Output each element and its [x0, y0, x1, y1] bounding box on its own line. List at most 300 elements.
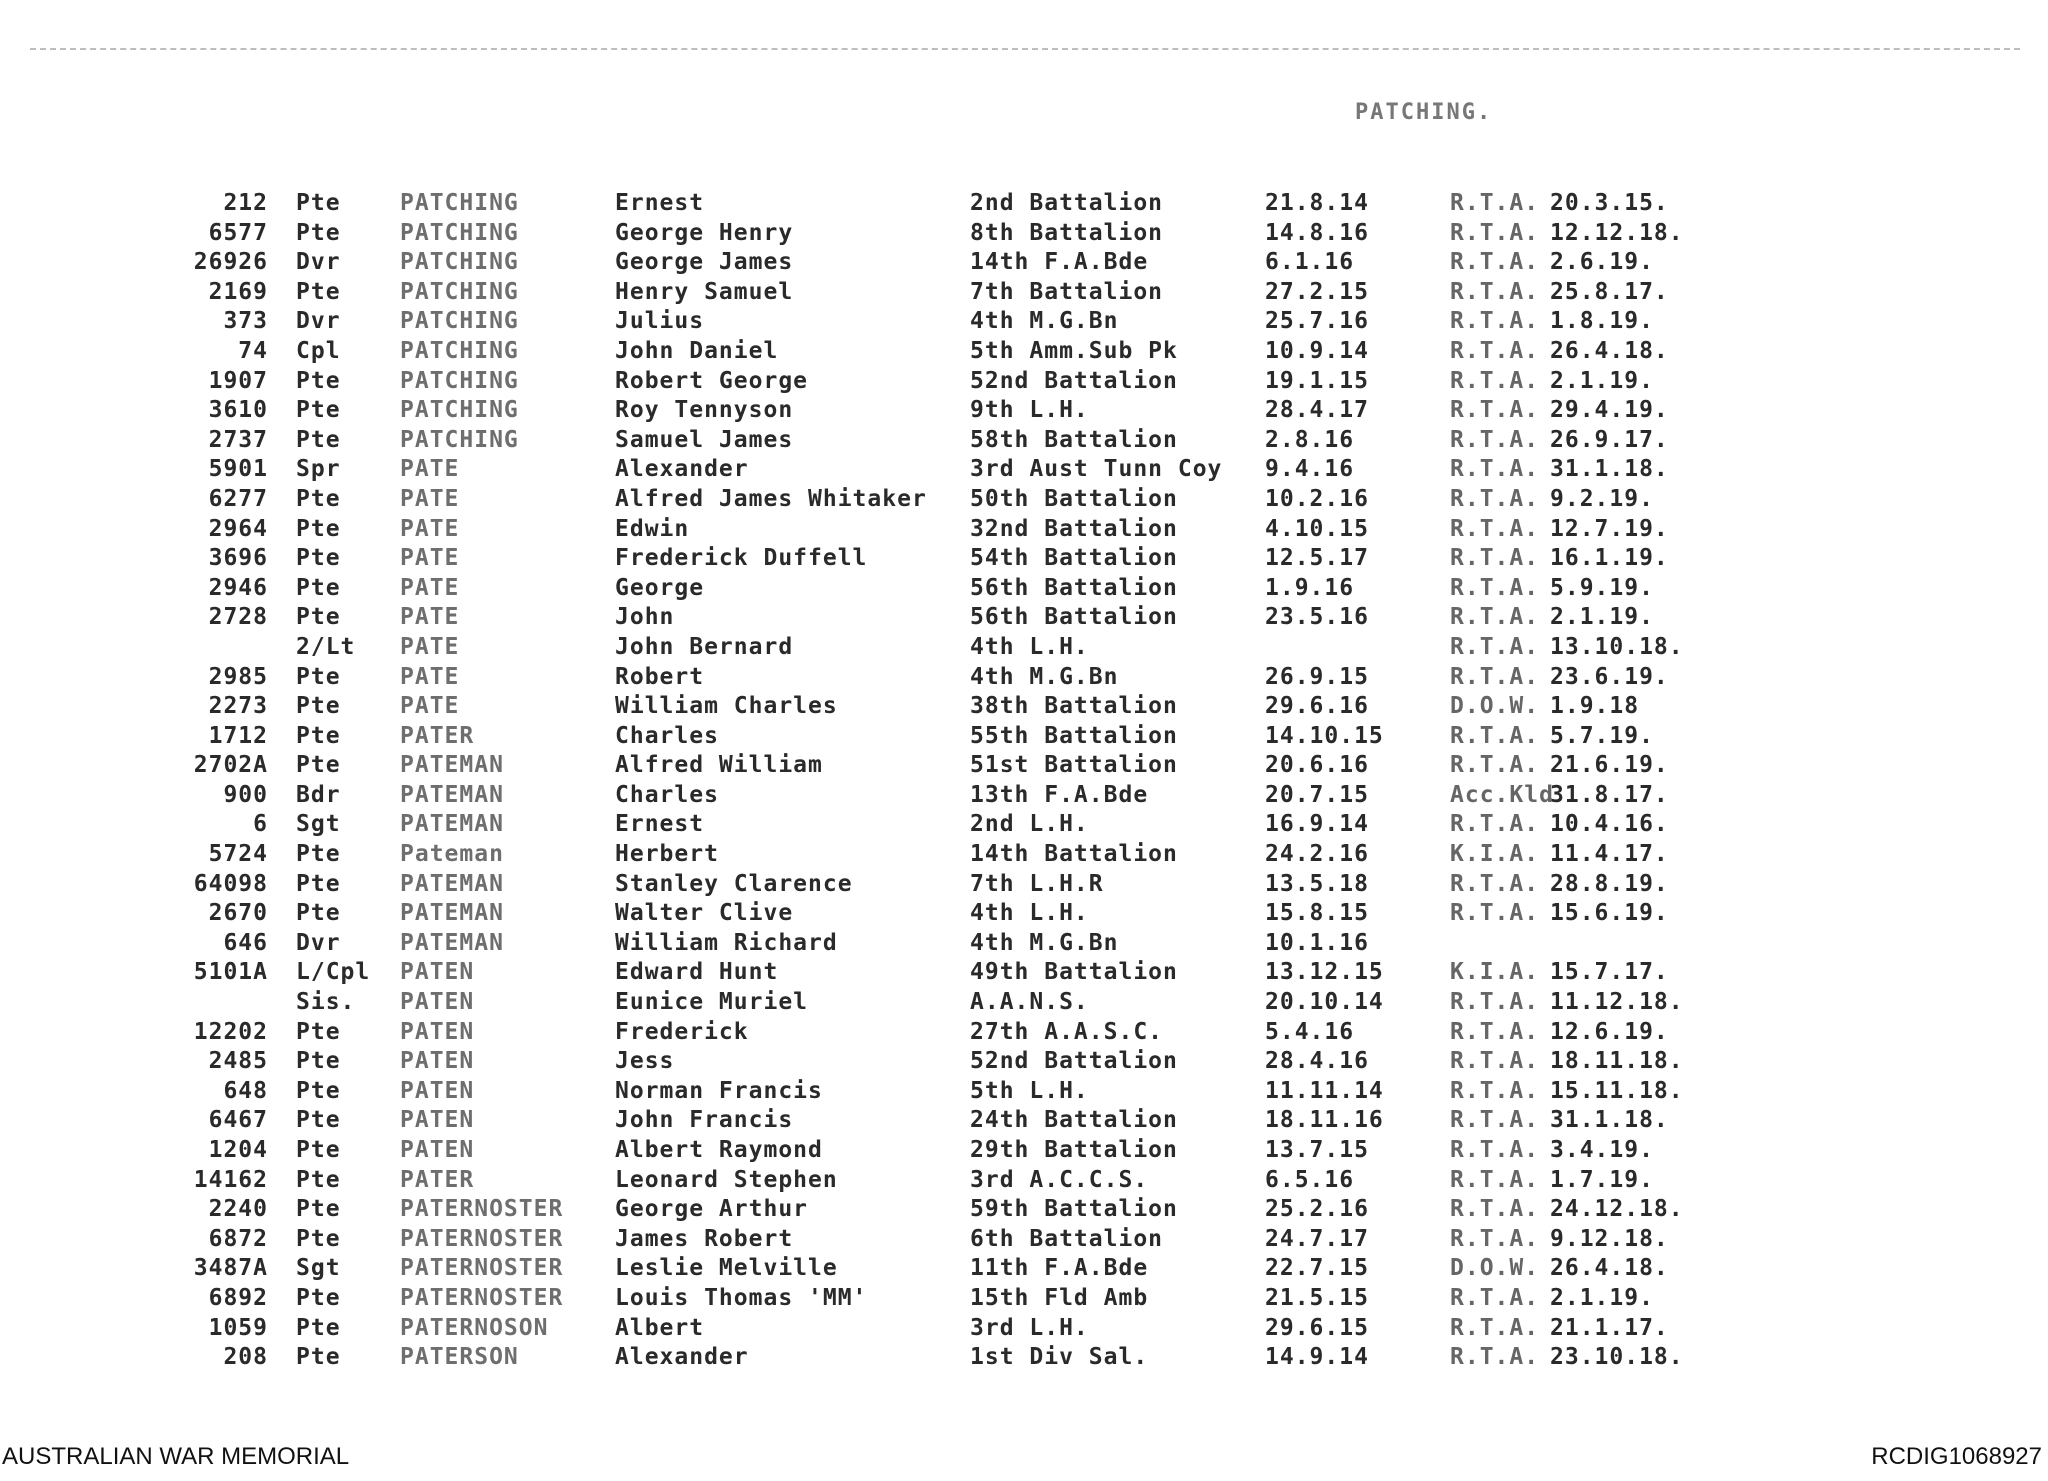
fate: K.I.A.: [1450, 959, 1540, 986]
enlistment-date: 1.9.16: [1265, 574, 1355, 601]
given-names: Alexander: [615, 1344, 749, 1371]
rank: Dvr: [296, 249, 341, 276]
fate-date: 1.7.19.: [1550, 1166, 1654, 1193]
unit: 4th L.H.: [970, 900, 1089, 927]
rank: Pte: [296, 1048, 341, 1075]
enlistment-date: 20.6.16: [1265, 752, 1369, 779]
fate: R.T.A.: [1450, 633, 1540, 660]
service-number: 1204: [208, 1137, 268, 1163]
fate: K.I.A.: [1450, 841, 1540, 868]
enlistment-date: 16.9.14: [1265, 811, 1369, 838]
service-number: 2273: [208, 693, 268, 720]
unit: 38th Battalion: [970, 693, 1178, 720]
enlistment-date: 10.2.16: [1265, 485, 1369, 512]
unit: 5th Amm.Sub Pk: [970, 337, 1178, 364]
fate: R.T.A.: [1450, 1137, 1540, 1163]
unit: 7th L.H.R: [970, 870, 1104, 897]
enlistment-date: 15.8.15: [1265, 900, 1369, 927]
fate-date: 31.1.18.: [1550, 456, 1669, 483]
surname: PATEMAN: [400, 811, 504, 838]
service-number: 12202: [193, 1018, 268, 1045]
fate: R.T.A.: [1450, 1314, 1540, 1341]
roll-row: [0, 752, 1760, 782]
service-number: 64098: [193, 870, 268, 897]
fate: R.T.A.: [1450, 811, 1540, 838]
roll-row: [0, 782, 1760, 812]
roll-row: [0, 1078, 1760, 1108]
fate: R.T.A.: [1450, 1284, 1540, 1311]
unit: 49th Battalion: [970, 959, 1178, 986]
nominal-roll: [0, 190, 1760, 1374]
roll-row: [0, 190, 1760, 220]
fate: R.T.A.: [1450, 1225, 1540, 1252]
roll-row: [0, 575, 1760, 605]
fate: R.T.A.: [1450, 515, 1540, 542]
enlistment-date: 4.10.15: [1265, 515, 1369, 542]
unit: 13th F.A.Bde: [970, 781, 1149, 808]
service-number: 2702A: [193, 752, 268, 779]
fate: R.T.A.: [1450, 870, 1540, 897]
roll-row: [0, 427, 1760, 457]
roll-row: [0, 634, 1760, 664]
fate-date: 31.8.17.: [1550, 781, 1669, 808]
roll-row: [0, 841, 1760, 871]
unit: 14th F.A.Bde: [970, 249, 1149, 276]
fate: R.T.A.: [1450, 1107, 1540, 1134]
given-names: William Charles: [615, 693, 838, 720]
rank: Pte: [296, 604, 341, 631]
enlistment-date: 10.1.16: [1265, 929, 1369, 956]
rank: 2/Lt: [296, 633, 356, 660]
service-number: 1712: [208, 722, 268, 749]
rank: Sgt: [296, 811, 341, 838]
fate-date: 9.2.19.: [1550, 485, 1654, 512]
fate: R.T.A.: [1450, 426, 1540, 453]
enlistment-date: 6.1.16: [1265, 249, 1355, 276]
service-number: 14162: [193, 1166, 268, 1193]
rank: Pte: [296, 426, 341, 453]
fate: R.T.A.: [1450, 1166, 1540, 1193]
unit: 8th Battalion: [970, 219, 1164, 246]
enlistment-date: 9.4.16: [1265, 456, 1355, 483]
given-names: Alfred James Whitaker: [615, 485, 927, 512]
roll-row: [0, 397, 1760, 427]
given-names: Alfred William: [615, 752, 823, 779]
rank: Pte: [296, 1284, 341, 1311]
surname: PATER: [400, 1166, 475, 1193]
unit: 32nd Battalion: [970, 515, 1178, 542]
roll-row: [0, 308, 1760, 338]
given-names: Alexander: [615, 456, 749, 483]
rank: Pte: [296, 367, 341, 394]
surname: PATE: [400, 515, 460, 542]
roll-row: [0, 664, 1760, 694]
enlistment-date: 18.11.16: [1265, 1107, 1384, 1134]
surname: PATCHING: [400, 337, 519, 364]
roll-row: [0, 1048, 1760, 1078]
unit: 50th Battalion: [970, 485, 1178, 512]
surname: PATEMAN: [400, 929, 504, 956]
fate: R.T.A.: [1450, 308, 1540, 335]
service-number: 6577: [208, 219, 268, 246]
rank: Pte: [296, 1225, 341, 1252]
fate: R.T.A.: [1450, 1344, 1540, 1371]
roll-row: [0, 1137, 1760, 1167]
fate-date: 29.4.19.: [1550, 397, 1669, 424]
fate-date: 5.9.19.: [1550, 574, 1654, 601]
unit: 4th M.G.Bn: [970, 663, 1119, 690]
enlistment-date: 28.4.17: [1265, 397, 1369, 424]
service-number: 208: [223, 1344, 268, 1371]
rank: Sgt: [296, 1255, 341, 1282]
fate: R.T.A.: [1450, 545, 1540, 572]
given-names: William Richard: [615, 929, 838, 956]
unit: 5th L.H.: [970, 1077, 1089, 1104]
given-names: Edwin: [615, 515, 690, 542]
enlistment-date: 26.9.15: [1265, 663, 1369, 690]
fate: R.T.A.: [1450, 190, 1540, 216]
service-number: 3610: [208, 397, 268, 424]
unit: 7th Battalion: [970, 278, 1164, 305]
rank: Pte: [296, 397, 341, 424]
enlistment-date: 25.2.16: [1265, 1196, 1369, 1223]
roll-row: [0, 1167, 1760, 1197]
roll-row: [0, 1196, 1760, 1226]
rank: Pte: [296, 1166, 341, 1193]
service-number: 6892: [208, 1284, 268, 1311]
surname: PATEMAN: [400, 752, 504, 779]
fate-date: 9.12.18.: [1550, 1225, 1669, 1252]
rank: Pte: [296, 722, 341, 749]
surname: PATCHING: [400, 367, 519, 394]
rank: Pte: [296, 1137, 341, 1163]
surname: Pateman: [400, 841, 504, 868]
fate-date: 21.1.17.: [1550, 1314, 1669, 1341]
rank: Pte: [296, 515, 341, 542]
service-number: 6467: [208, 1107, 268, 1134]
surname: PATERNOSTER: [400, 1284, 564, 1311]
enlistment-date: 10.9.14: [1265, 337, 1369, 364]
fate-date: 23.6.19.: [1550, 663, 1669, 690]
surname: PATEN: [400, 959, 475, 986]
surname: PATCHING: [400, 219, 519, 246]
fate-date: 21.6.19.: [1550, 752, 1669, 779]
roll-row: [0, 900, 1760, 930]
fate: R.T.A.: [1450, 752, 1540, 779]
surname: PATEN: [400, 1137, 475, 1163]
enlistment-date: 14.8.16: [1265, 219, 1369, 246]
given-names: Leslie Melville: [615, 1255, 838, 1282]
roll-row: [0, 338, 1760, 368]
fate-date: 31.1.18.: [1550, 1107, 1669, 1134]
given-names: Eunice Muriel: [615, 989, 809, 1016]
service-number: 1059: [208, 1314, 268, 1341]
surname: PATERNOSTER: [400, 1225, 564, 1252]
given-names: George: [615, 574, 705, 601]
fate: R.T.A.: [1450, 337, 1540, 364]
surname: PATE: [400, 456, 460, 483]
service-number: 3487A: [193, 1255, 268, 1282]
rank: Bdr: [296, 781, 341, 808]
fate-date: 2.1.19.: [1550, 367, 1654, 394]
unit: 3rd A.C.C.S.: [970, 1166, 1149, 1193]
unit: 3rd L.H.: [970, 1314, 1089, 1341]
rank: Pte: [296, 574, 341, 601]
given-names: Robert: [615, 663, 705, 690]
given-names: Albert Raymond: [615, 1137, 823, 1163]
rank: Pte: [296, 870, 341, 897]
given-names: George Henry: [615, 219, 794, 246]
given-names: Edward Hunt: [615, 959, 779, 986]
enlistment-date: 14.10.15: [1265, 722, 1384, 749]
fate-date: 25.8.17.: [1550, 278, 1669, 305]
service-number: 212: [223, 190, 268, 216]
surname: PATEN: [400, 1077, 475, 1104]
enlistment-date: 20.7.15: [1265, 781, 1369, 808]
unit: 3rd Aust Tunn Coy: [970, 456, 1223, 483]
fate-date: 26.4.18.: [1550, 1255, 1669, 1282]
fate: R.T.A.: [1450, 900, 1540, 927]
service-number: 2946: [208, 574, 268, 601]
given-names: Frederick: [615, 1018, 749, 1045]
fate-date: 10.4.16.: [1550, 811, 1669, 838]
unit: 58th Battalion: [970, 426, 1178, 453]
rank: Pte: [296, 752, 341, 779]
fate: R.T.A.: [1450, 249, 1540, 276]
fate: R.T.A.: [1450, 1018, 1540, 1045]
fate: R.T.A.: [1450, 604, 1540, 631]
service-number: 5101A: [193, 959, 268, 986]
rank: Pte: [296, 1107, 341, 1134]
fate-date: 26.9.17.: [1550, 426, 1669, 453]
surname: PATE: [400, 545, 460, 572]
fate-date: 5.7.19.: [1550, 722, 1654, 749]
fate-date: 15.11.18.: [1550, 1077, 1684, 1104]
given-names: Charles: [615, 781, 719, 808]
rank: Pte: [296, 1018, 341, 1045]
fate: R.T.A.: [1450, 722, 1540, 749]
enlistment-date: 21.5.15: [1265, 1284, 1369, 1311]
fate-date: 11.12.18.: [1550, 989, 1684, 1016]
fate-date: 15.6.19.: [1550, 900, 1669, 927]
roll-row: [0, 604, 1760, 634]
fate: Acc.Kld: [1450, 781, 1554, 808]
given-names: Herbert: [615, 841, 719, 868]
roll-row: [0, 456, 1760, 486]
enlistment-date: 12.5.17: [1265, 545, 1369, 572]
roll-row: [0, 516, 1760, 546]
fate: R.T.A.: [1450, 397, 1540, 424]
surname: PATERNOSTER: [400, 1255, 564, 1282]
fate-date: 24.12.18.: [1550, 1196, 1684, 1223]
roll-row: [0, 1255, 1760, 1285]
unit: 11th F.A.Bde: [970, 1255, 1149, 1282]
unit: 54th Battalion: [970, 545, 1178, 572]
surname: PATCHING: [400, 308, 519, 335]
surname: PATE: [400, 604, 460, 631]
roll-row: [0, 959, 1760, 989]
roll-row: [0, 989, 1760, 1019]
service-number: 2737: [208, 426, 268, 453]
unit: 6th Battalion: [970, 1225, 1164, 1252]
surname: PATEN: [400, 1018, 475, 1045]
rank: Cpl: [296, 337, 341, 364]
unit: 9th L.H.: [970, 397, 1089, 424]
surname: PATCHING: [400, 397, 519, 424]
given-names: Ernest: [615, 811, 705, 838]
surname: PATCHING: [400, 426, 519, 453]
service-number: 648: [223, 1077, 268, 1104]
fate: R.T.A.: [1450, 367, 1540, 394]
fate-date: 15.7.17.: [1550, 959, 1669, 986]
fate-date: 28.8.19.: [1550, 870, 1669, 897]
fate-date: 18.11.18.: [1550, 1048, 1684, 1075]
rank: Pte: [296, 190, 341, 216]
roll-row: [0, 811, 1760, 841]
roll-row: [0, 220, 1760, 250]
given-names: John: [615, 604, 675, 631]
roll-row: [0, 1315, 1760, 1345]
unit: 59th Battalion: [970, 1196, 1178, 1223]
enlistment-date: 6.5.16: [1265, 1166, 1355, 1193]
unit: 27th A.A.S.C.: [970, 1018, 1164, 1045]
surname: PATE: [400, 485, 460, 512]
surname: PATCHING: [400, 249, 519, 276]
fate-date: 3.4.19.: [1550, 1137, 1654, 1163]
rank: Pte: [296, 219, 341, 246]
rank: Dvr: [296, 308, 341, 335]
fate: R.T.A.: [1450, 456, 1540, 483]
fate-date: 20.3.15.: [1550, 190, 1669, 216]
fate-date: 16.1.19.: [1550, 545, 1669, 572]
given-names: Robert George: [615, 367, 809, 394]
enlistment-date: 5.4.16: [1265, 1018, 1355, 1045]
unit: 29th Battalion: [970, 1137, 1178, 1163]
given-names: Julius: [615, 308, 705, 335]
unit: 56th Battalion: [970, 604, 1178, 631]
roll-row: [0, 279, 1760, 309]
surname: PATER: [400, 722, 475, 749]
service-number: 373: [223, 308, 268, 335]
given-names: Jess: [615, 1048, 675, 1075]
given-names: James Robert: [615, 1225, 794, 1252]
enlistment-date: 19.1.15: [1265, 367, 1369, 394]
rank: Pte: [296, 1077, 341, 1104]
enlistment-date: 13.5.18: [1265, 870, 1369, 897]
enlistment-date: 13.12.15: [1265, 959, 1384, 986]
surname: PATERNOSTER: [400, 1196, 564, 1223]
enlistment-date: 24.7.17: [1265, 1225, 1369, 1252]
roll-row: [0, 545, 1760, 575]
fate: R.T.A.: [1450, 1196, 1540, 1223]
service-number: 74: [238, 337, 268, 364]
unit: 2nd L.H.: [970, 811, 1089, 838]
service-number: 5724: [208, 841, 268, 868]
unit: 56th Battalion: [970, 574, 1178, 601]
roll-row: [0, 249, 1760, 279]
given-names: John Bernard: [615, 633, 794, 660]
rank: Spr: [296, 456, 341, 483]
fate: R.T.A.: [1450, 278, 1540, 305]
roll-row: [0, 1019, 1760, 1049]
roll-row: [0, 1226, 1760, 1256]
given-names: George Arthur: [615, 1196, 809, 1223]
roll-row: [0, 723, 1760, 753]
surname: PATEMAN: [400, 781, 504, 808]
service-number: 2240: [208, 1196, 268, 1223]
service-number: 2485: [208, 1048, 268, 1075]
enlistment-date: 22.7.15: [1265, 1255, 1369, 1282]
unit: 52nd Battalion: [970, 1048, 1178, 1075]
service-number: 646: [223, 929, 268, 956]
surname: PATEN: [400, 989, 475, 1016]
surname: PATCHING: [400, 278, 519, 305]
service-number: 2670: [208, 900, 268, 927]
service-number: 26926: [193, 249, 268, 276]
service-number: 6872: [208, 1225, 268, 1252]
rank: Pte: [296, 545, 341, 572]
enlistment-date: 29.6.15: [1265, 1314, 1369, 1341]
rank: Sis.: [296, 989, 356, 1016]
fate-date: 2.1.19.: [1550, 604, 1654, 631]
roll-row: [0, 486, 1760, 516]
enlistment-date: 23.5.16: [1265, 604, 1369, 631]
service-number: 2728: [208, 604, 268, 631]
page-heading: PATCHING.: [1355, 100, 1493, 125]
fate-date: 1.8.19.: [1550, 308, 1654, 335]
footer-institution: AUSTRALIAN WAR MEMORIAL: [2, 1443, 350, 1470]
given-names: Leonard Stephen: [615, 1166, 838, 1193]
rank: Pte: [296, 693, 341, 720]
surname: PATE: [400, 693, 460, 720]
fate-date: 12.12.18.: [1550, 219, 1684, 246]
roll-row: [0, 871, 1760, 901]
rank: Pte: [296, 1314, 341, 1341]
service-number: 3696: [208, 545, 268, 572]
service-number: 1907: [208, 367, 268, 394]
roll-row: [0, 1285, 1760, 1315]
service-number: 6277: [208, 485, 268, 512]
fate-date: 13.10.18.: [1550, 633, 1684, 660]
surname: PATEN: [400, 1048, 475, 1075]
unit: 4th M.G.Bn: [970, 929, 1119, 956]
rank: Pte: [296, 485, 341, 512]
fate: D.O.W.: [1450, 693, 1540, 720]
given-names: Norman Francis: [615, 1077, 823, 1104]
given-names: John Daniel: [615, 337, 779, 364]
unit: 55th Battalion: [970, 722, 1178, 749]
fate-date: 26.4.18.: [1550, 337, 1669, 364]
service-number: 6: [253, 811, 268, 838]
roll-row: [0, 1344, 1760, 1374]
service-number: 2964: [208, 515, 268, 542]
given-names: Charles: [615, 722, 719, 749]
rank: Pte: [296, 841, 341, 868]
rank: Pte: [296, 663, 341, 690]
enlistment-date: 14.9.14: [1265, 1344, 1369, 1371]
unit: 2nd Battalion: [970, 190, 1164, 216]
fate: R.T.A.: [1450, 219, 1540, 246]
given-names: George James: [615, 249, 794, 276]
enlistment-date: 28.4.16: [1265, 1048, 1369, 1075]
enlistment-date: 20.10.14: [1265, 989, 1384, 1016]
given-names: Henry Samuel: [615, 278, 794, 305]
surname: PATERSON: [400, 1344, 519, 1371]
fate: D.O.W.: [1450, 1255, 1540, 1282]
fate-date: 12.6.19.: [1550, 1018, 1669, 1045]
given-names: Roy Tennyson: [615, 397, 794, 424]
given-names: Stanley Clarence: [615, 870, 853, 897]
